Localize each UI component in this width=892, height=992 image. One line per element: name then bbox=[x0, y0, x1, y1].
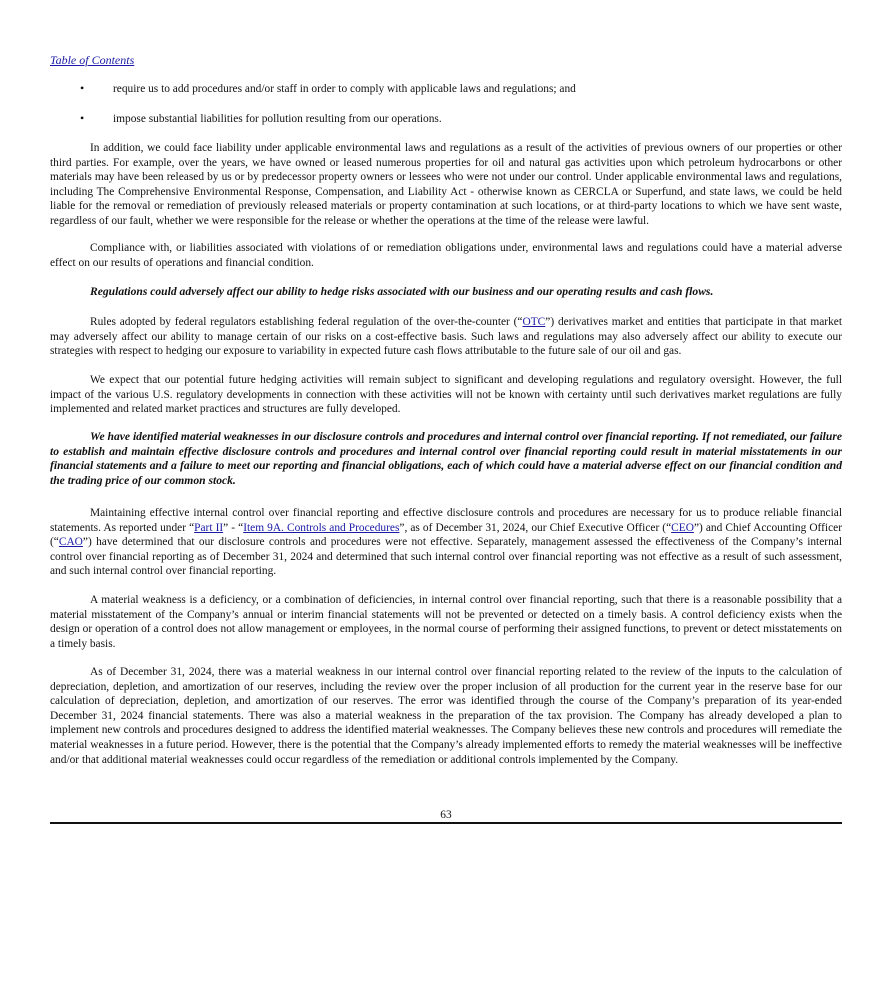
bullet-text: require us to add procedures and/or staff in order to comply with applicable laws and regulations; and bbox=[113, 83, 576, 95]
ceo-link[interactable]: CEO bbox=[671, 521, 694, 534]
heading-hedging-regulations: Regulations could adversely affect our ability to hedge risks associated with our business and our operating results and cash flows. bbox=[90, 285, 714, 298]
footer-divider bbox=[50, 822, 842, 824]
bullet-icon: • bbox=[80, 111, 85, 125]
bullet-icon: • bbox=[80, 81, 85, 95]
paragraph-material-weakness-definition: A material weakness is a deficiency, or a combination of deficiencies, in internal control over financial reporting, such that there is a reasonable possibility that a material misstatement of the Company’s annual or interim financial statements will not be prevented or detected on a timely basis. A control deficiency exists when the design or operation of a control does not allow management or employees, in the normal course of performing their assigned functions, to prevent or detect misstatements on a timely basis. bbox=[50, 594, 842, 650]
table-of-contents-link[interactable]: Table of Contents bbox=[50, 53, 135, 67]
paragraph-compliance: Compliance with, or liabilities associated with violations of or remediation obligations under, environmental laws and regulations could have a material adverse effect on our results of operations and financial condition. bbox=[50, 242, 842, 269]
otc-link[interactable]: OTC bbox=[522, 316, 546, 328]
item-9a-link[interactable]: Item 9A. Controls and Procedures bbox=[243, 521, 400, 534]
text-span: ”) have determined that our disclosure controls and procedures were not effective. Separately, management assessed the effectiveness of the Company’s internal control over financial reporting as of December 31, 2024 and determined that such internal control over financial reporting was not effective as a result of such assessment, and such internal control over financial reporting. bbox=[50, 536, 842, 578]
heading-material-weaknesses: We have identified material weaknesses in our disclosure controls and procedures and internal control over financial reporting. If not remediated, our failure to establish and maintain effective disclosure controls and procedures and internal control over financial reporting could result in material misstatements in our financial statements and a failure to meet our reporting and financial obligations, each of which could have a material adverse effect on our financial condition and the trading price of our common stock. bbox=[50, 430, 842, 487]
paragraph-dda-weakness: As of December 31, 2024, there was a material weakness in our internal control over financial reporting related to the review of the inputs to the calculation of depreciation, depletion, and amortization of our reserves, including the review over the proper inclusion of all production for the current year in the reserve base for our calculation of depreciation, depletion, and amortization of our reserves. The error was identified through the course of the Company’s preparation of its year-ended December 31, 2024 financial statements. There was also a material weakness in the preparation of the tax provision. The Company has already developed a plan to implement new controls and procedures designed to address the identified material weaknesses. The Company believes these new controls and procedures will remediate the material weaknesses in a future period. However, there is the potential that the Company’s already implemented efforts to remedy the material weaknesses will be ineffective and/or that additional material weaknesses could occur regardless of the remediation or additional controls implemented by the Company. bbox=[50, 666, 842, 766]
text-span: ” - “ bbox=[223, 521, 244, 534]
text-span: ”, as of December 31, 2024, our Chief Executive Officer (“ bbox=[399, 521, 672, 534]
bullet-text: impose substantial liabilities for pollution resulting from our operations. bbox=[113, 113, 442, 125]
text-span: ”) and Chief Accounting Officer (“ bbox=[50, 521, 843, 549]
paragraph-environmental-liability: In addition, we could face liability under applicable environmental laws and regulations as a result of the activities of previous owners of our properties or other third parties. For example, over the years, we have owned or leased numerous properties for oil and natural gas activities upon which petroleum hydrocarbons or other materials may have been released by us or by predecessor property owners or lessees who were not under our control. Under applicable environmental laws and regulations, including The Comprehensive Environmental Response, Compensation, and Liability Act - otherwise known as CERCLA or Superfund, and state laws, we could be held liable for the removal or remediation of previously released materials or property contamination at such locations, or at third-party locations to which we have sent waste, regardless of our fault, whether we were responsible for the release or whether the operations at the time of the release were lawful. bbox=[50, 142, 842, 227]
text-span: Rules adopted by federal regulators establishing federal regulation of the over-the-counter (“ bbox=[90, 316, 523, 328]
part-ii-link[interactable]: Part II bbox=[194, 521, 224, 534]
page-number: 63 bbox=[440, 809, 452, 821]
cao-link[interactable]: CAO bbox=[58, 536, 83, 549]
paragraph-internal-control bbox=[50, 506, 842, 579]
text-span: Maintaining effective internal control over financial reporting and effective disclosure controls and procedures are necessary for us to produce reliable financial statements. As reported under “ bbox=[50, 507, 842, 534]
paragraph-otc-rules bbox=[50, 315, 842, 359]
paragraph-hedging-oversight: We expect that our potential future hedging activities will remain subject to significant and developing regulations and regulatory oversight. However, the full impact of the various U.S. regulatory developments in connection with these activities will not be known with certainty until such derivatives market regulations are fully implemented and related market practices and structures are fully developed. bbox=[50, 374, 842, 416]
text-span: ”) derivatives market and entities that participate in that market may adversely affect our ability to manage certain of our risks on a cost-effective basis. Such laws and regulations may also adversely affect our ability to execute our strategies with respect to hedging our exposure to variability in expected future cash flows attributable to the future sale of our oil and gas. bbox=[50, 316, 842, 358]
